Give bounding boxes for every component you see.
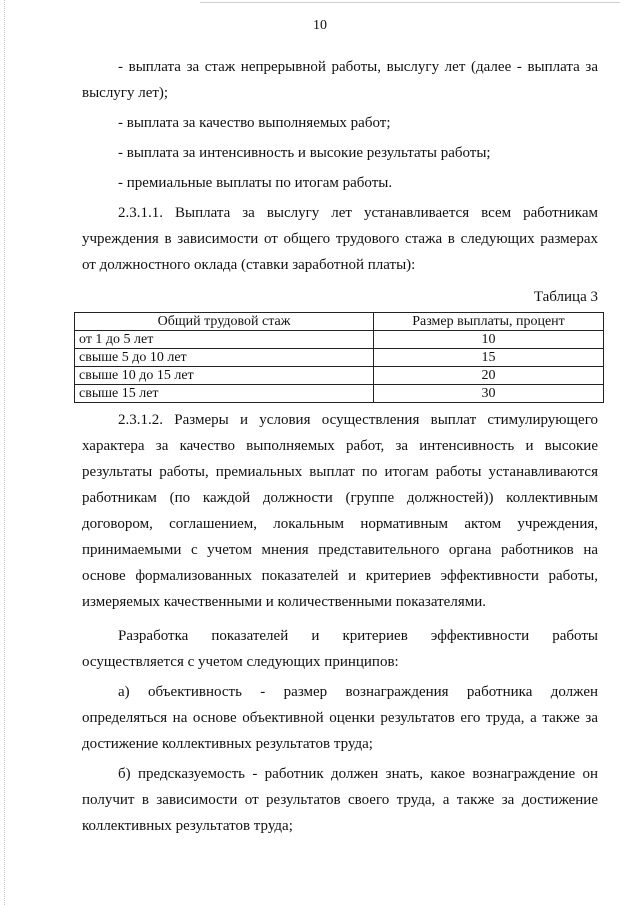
list-item: - выплата за качество выполняемых работ; [118,115,391,131]
principle-b: б) предсказуемость - работник должен знать, какое вознаграждение он получит в зависимости от результатов своего труда, а также за достижение коллективных результатов труда; [82,766,598,834]
page-number: 10 [313,18,327,33]
paragraph-2-3-1-2: 2.3.1.2. Размеры и условия осуществления выплат стимулирующего характера за качество выполняемых работ, за интенсивность и высокие результаты работы, премиальных выплат по итогам работы устанавливаются работникам (по каждой должности (группе должностей)) коллективным договором, соглашением, локальным нормативным актом учреждения, принимаемыми с учетом мнения представительного органа работников на основе формализованных показателей и критериев эффективности работы, измеряемых качественными и количественными показателями. [82,412,598,610]
paragraph-2-3-1-1: 2.3.1.1. Выплата за выслугу лет устанавливается всем работникам учреждения в зависимости от общего трудового стажа в следующих размерах от должностного оклада (ставки заработной платы): [82,205,598,273]
paragraph-development-rest: осуществляется с учетом следующих принципов: [82,654,399,670]
table-cell: свыше 15 лет [75,385,374,403]
paragraph-development-first-line [82,623,598,649]
word: Разработка [118,628,189,644]
word: показателей [211,628,289,644]
table-cell: 10 [374,331,604,349]
list-item: - выплата за стаж непрерывной работы, выслугу лет (далее - выплата за выслугу лет); [82,59,598,101]
table-cell: 15 [374,349,604,367]
table-cell: 20 [374,367,604,385]
document-body [79,54,598,839]
table-caption: Таблица 3 [533,289,598,305]
table-row [75,367,604,385]
table-header-row [75,313,604,331]
table-cell: от 1 до 5 лет [75,331,374,349]
table-row [75,349,604,367]
list-item: - выплата за интенсивность и высокие результаты работы; [118,145,491,161]
word: эффективности [430,628,530,644]
scan-edge-top [200,2,620,4]
seniority-table [74,312,604,403]
scan-edge-left [4,0,6,905]
table-header-cell: Размер выплаты, процент [374,313,604,331]
word: работы [552,628,598,644]
word: и [311,628,320,644]
principle-a: а) объективность - размер вознаграждения работника должен определяться на основе объективной оценки результатов его труда, а также за достижение коллективных результатов труда; [82,684,598,752]
table-cell: 30 [374,385,604,403]
table-header-cell: Общий трудовой стаж [75,313,374,331]
word: критериев [342,628,408,644]
table-cell: свыше 10 до 15 лет [75,367,374,385]
list-item: - премиальные выплаты по итогам работы. [118,175,393,191]
table-cell: свыше 5 до 10 лет [75,349,374,367]
table-row [75,385,604,403]
table-row [75,331,604,349]
